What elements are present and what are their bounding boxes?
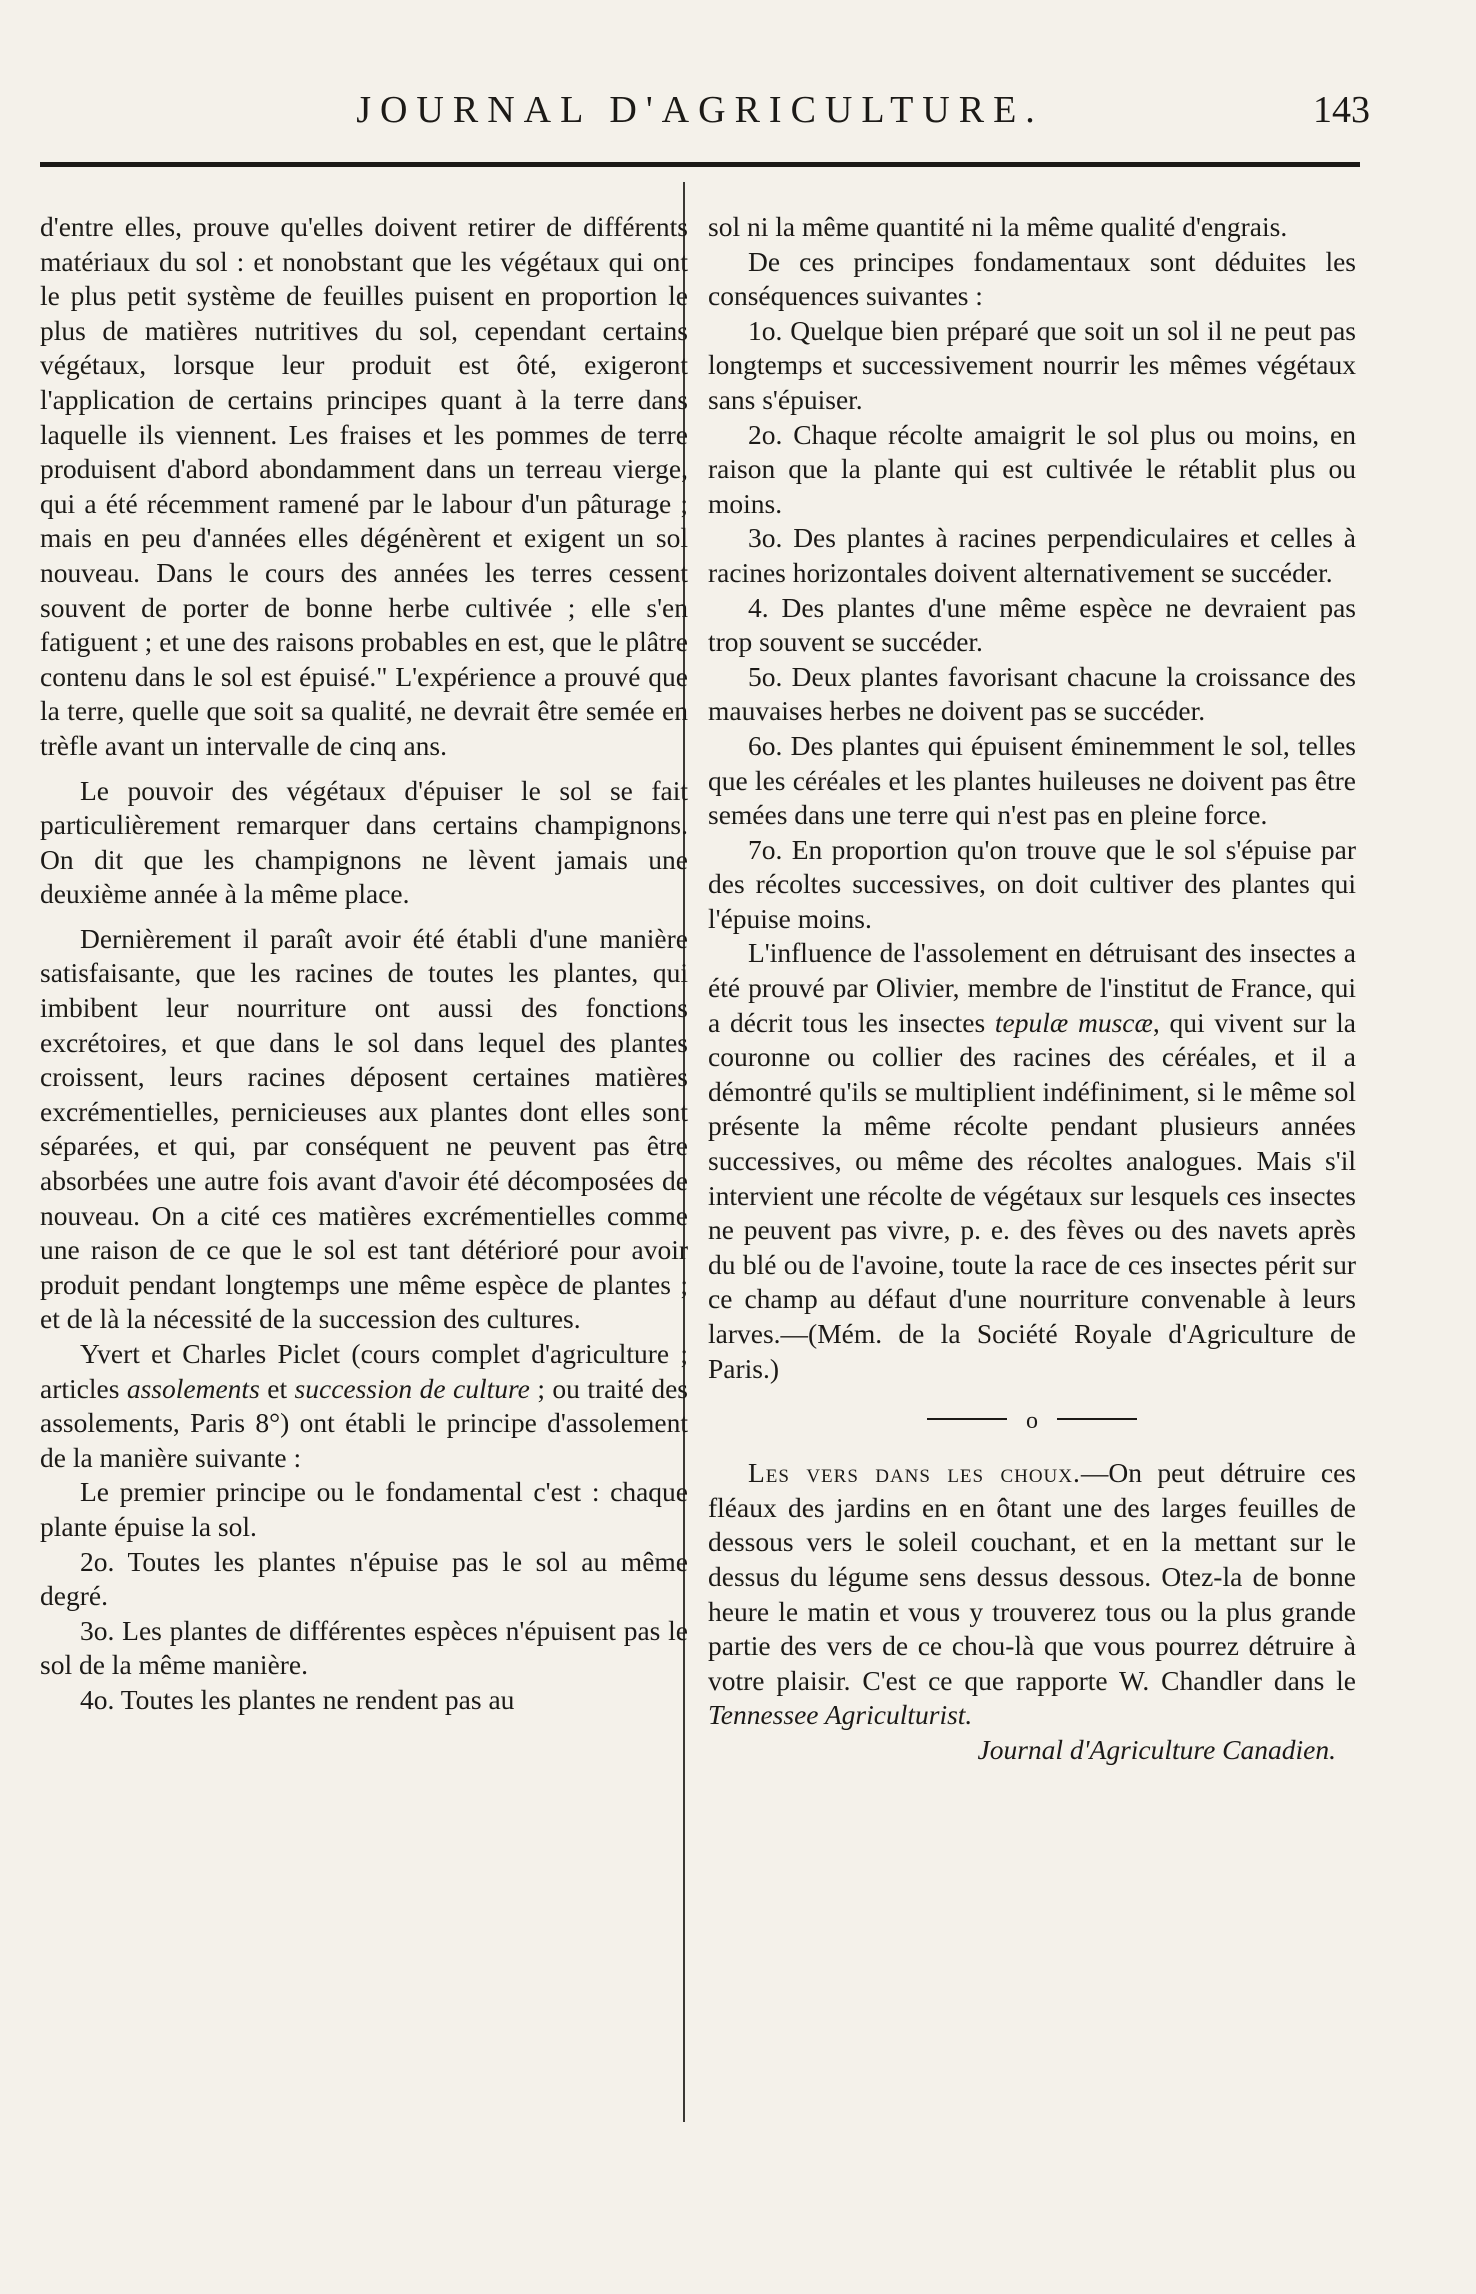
article-paragraph: [708, 1456, 1356, 1733]
journal-title: JOURNAL D'AGRICULTURE.: [356, 89, 1044, 131]
source-credit: Journal d'Agriculture Canadien.: [977, 1733, 1336, 1765]
paragraph: 6o. Des plantes qui épuisent éminemment le sol, telles que les céréales et les plantes huileuses ne doivent pas être semées dans une terre qui n'est pas en pleine force.: [708, 729, 1356, 831]
paragraph: De ces principes fondamentaux sont déduites les conséquences suivantes :: [708, 245, 1356, 312]
separator-line: [1057, 1418, 1137, 1420]
page-number: 143: [1313, 89, 1370, 131]
paragraph: 7o. En proportion qu'on trouve que le sol s'épuise par des récoltes successives, on doit cultiver des plantes qui l'épuise moins.: [708, 833, 1356, 934]
paragraph: 1o. Quelque bien préparé que soit un sol il ne peut pas longtemps et successivement nourrir les mêmes végétaux sans s'épuiser.: [708, 314, 1356, 415]
italic-text: tepulæ muscæ: [994, 1006, 1153, 1038]
separator-line: [927, 1418, 1007, 1420]
paragraph: 3o. Des plantes à racines perpendiculaires et celles à racines horizontales doivent alternativement se succéder.: [708, 522, 1356, 588]
paragraph: [40, 1337, 688, 1475]
paragraph: Le pouvoir des végétaux d'épuiser le sol se fait particulièrement remarquer dans certains champignons. On dit que les champignons ne lèvent jamais une deuxième année à la même place.: [40, 774, 688, 910]
left-column: [40, 210, 688, 1718]
paragraph: 3o. Les plantes de différentes espèces n'épuisent pas le sol de la même manière.: [40, 1614, 688, 1681]
paragraph: Le premier principe ou le fondamental c'est : chaque plante épuise la sol.: [40, 1476, 688, 1542]
paragraph: [708, 936, 1356, 1386]
text-run: L'influence de l'assolement en détruisant des insectes a été prouvé par Olivier, membre de l'institut de France, qui a décrit tous les insectes: [708, 937, 1356, 1038]
header-rule: [40, 162, 1360, 167]
paragraph: Dernièrement il paraît avoir été établi d'une manière satisfaisante, que les racines de toutes les plantes, qui imbibent leur nourriture ont aussi des fonctions excrétoires, et que dans le sol dans lequel des plantes croissent, leurs racines déposent certaines matières excrémentielles, pernicieuses aux plantes dont elles sont séparées, et qui, par conséquent ne peuvent pas être absorbées une autre fois avant d'avoir été décomposées de nouveau. On a cité ces matières excrémentielles comme une raison de ce que le sol est tant détérioré pour avoir produit pendant longtemps une même espèce de plantes ; et de là la nécessité de la succession des cultures.: [40, 922, 688, 1335]
paragraph: d'entre elles, prouve qu'elles doivent retirer de différents matériaux du sol : et nonobstant que les végétaux qui ont le plus petit système de feuilles puisent en proportion le plus de matières nutritives du sol, cependant certains végétaux, lorsque leur produit est ôté, exigeront l'application de certains principes quant à la terre dans laquelle ils viennent. Les fraises et les pommes de terre produisent d'abord abondamment dans un terreau vierge, qui a été récemment ramené par le labour d'un pâturage ; mais en peu d'années elles dégénèrent et exigent un sol nouveau. Dans le cours des années les terres cessent souvent de porter de bonne herbe cultivée ; elle s'en fatiguent ; et une des raisons probables en est, que le plâtre contenu dans le sol est épuisé." L'expérience a prouvé que la terre, quelle que soit sa qualité, ne devrait être semée en trèfle avant un intervalle de cinq ans.: [40, 211, 688, 761]
paragraph: 5o. Deux plantes favorisant chacune la croissance des mauvaises herbes ne doivent pas se succéder.: [708, 660, 1356, 727]
paragraph: sol ni la même quantité ni la même qualité d'engrais.: [708, 211, 1288, 242]
section-separator: [917, 1404, 1147, 1434]
page-header: [40, 88, 1370, 148]
italic-text: assolements: [126, 1372, 260, 1404]
text-run: , qui vivent sur la couronne ou collier des racines des céréales, et il a démontré qu'ils se multiplient indéfiniment, si le même sol présente la même récolte pendant plusieurs années successives, ou même des récoltes analogues. Mais s'il intervient une récolte de végétaux sur lesquels ces insectes ne peuvent pas vivre, p. e. des fèves ou des navets après du blé ou de l'avoine, toute la race de ces insectes périt sur ce champ au défaut d'une nourriture convenable à leurs larves.—(Mém. de la Société Royale d'Agriculture de Paris.): [708, 1006, 1356, 1384]
italic-text: Tennessee Agriculturist.: [708, 1699, 973, 1731]
text-run: Yvert et Charles Piclet (cours complet d'agriculture ; articles: [40, 1338, 688, 1404]
paragraph: 4o. Toutes les plantes ne rendent pas au: [80, 1683, 515, 1715]
italic-text: succession de culture: [294, 1372, 530, 1404]
paragraph: 4. Des plantes d'une même espèce ne devraient pas trop souvent se succéder.: [708, 591, 1356, 658]
text-run: —On peut détruire ces fléaux des jardins en en ôtant une des larges feuilles de dessous vers le soleil couchant, et en la mettant sur le dessus du légume sens dessus dessous. Otez-la de bonne heure le matin et vous y trouverez tous ou la plus grande partie des vers de ce chou-là que vous pourrez détruire à votre plaisir. C'est ce que rapporte W. Chandler dans le: [708, 1457, 1356, 1696]
paragraph: 2o. Toutes les plantes n'épuise pas le sol au même degré.: [40, 1545, 688, 1612]
text-run: et: [259, 1372, 295, 1404]
separator-mark: o: [1026, 1408, 1038, 1435]
text-run: ; ou traité des assolements, Paris 8°) ont établi le principe d'assolement de la manière suivante :: [40, 1372, 688, 1473]
right-column: [708, 210, 1356, 1768]
article-heading: Les vers dans les choux.: [748, 1457, 1081, 1489]
paragraph: 2o. Chaque récolte amaigrit le sol plus ou moins, en raison que la plante qui est cultivée le rétablit plus ou moins.: [708, 418, 1356, 519]
